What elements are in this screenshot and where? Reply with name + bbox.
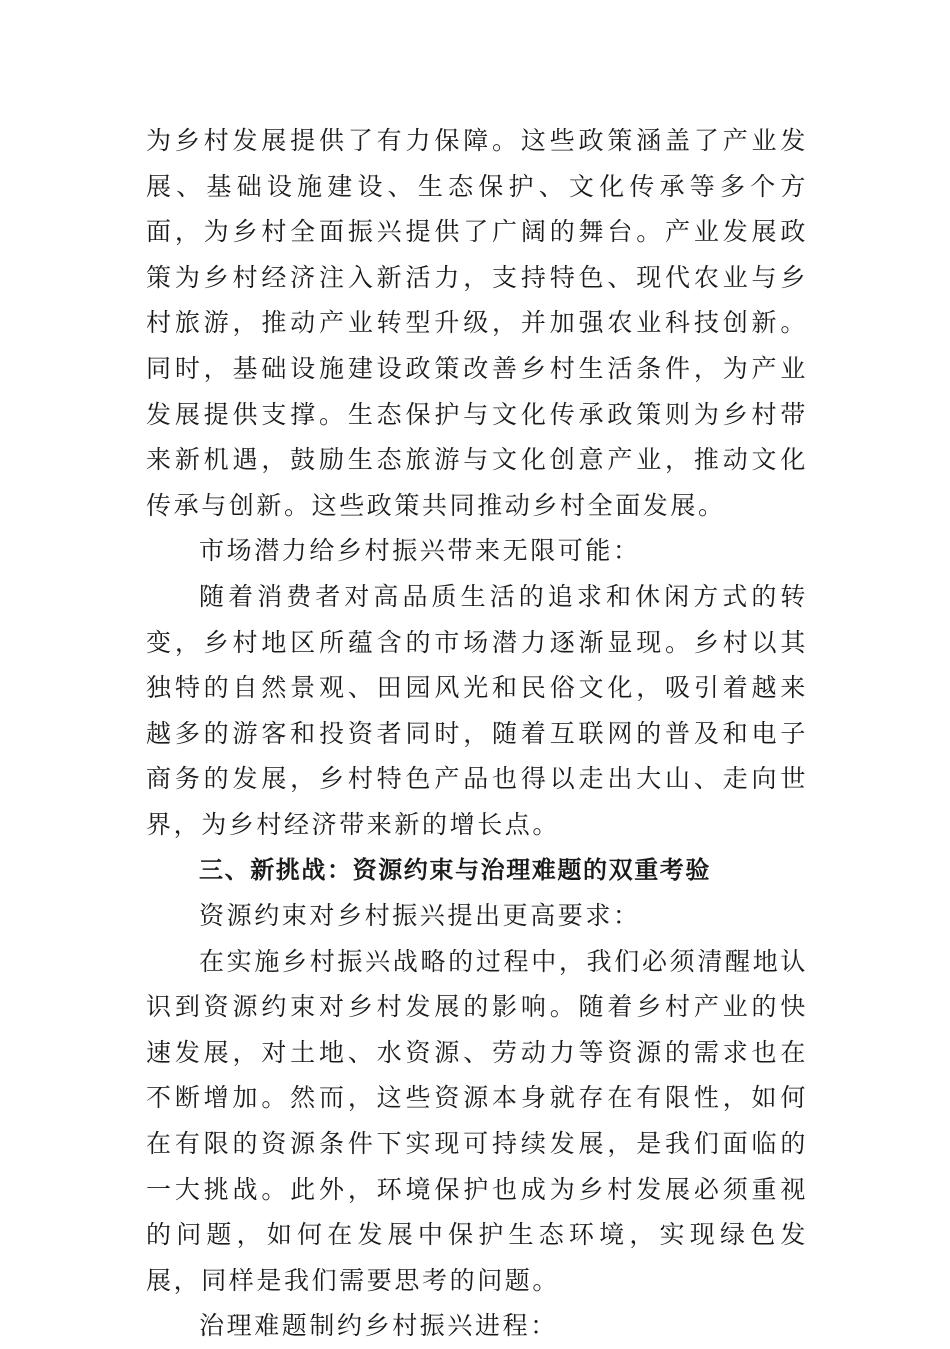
paragraph-market-potential: 随着消费者对高品质生活的追求和休闲方式的转变，乡村地区所蕴含的市场潜力逐渐显现。乡村以其独特的自然景观、田园风光和民俗文化，吸引着越来越多的游客和投资者同时，随着互联网的普及和电子商务的发展，乡村特色产品也得以走出大山、走向世界，为乡村经济带来新的增长点。	[146, 581, 808, 839]
document-page	[146, 118, 808, 1349]
paragraph-resource-constraints-lead: 资源约束对乡村振兴提出更高要求：	[199, 901, 641, 931]
paragraph-governance-lead: 治理难题制约乡村振兴进程：	[199, 1311, 558, 1341]
section-heading-new-challenges: 三、新挑战：资源约束与治理难题的双重考验	[199, 855, 711, 884]
paragraph-market-potential-lead: 市场潜力给乡村振兴带来无限可能：	[199, 536, 641, 566]
paragraph-resource-constraints: 在实施乡村振兴战略的过程中，我们必须清醒地认识到资源约束对乡村发展的影响。随着乡村产业的快速发展，对土地、水资源、劳动力等资源的需求也在不断增加。然而，这些资源本身就存在有限性，如何在有限的资源条件下实现可持续发展，是我们面临的一大挑战。此外，环境保护也成为乡村发展必须重视的问题，如何在发展中保护生态环境，实现绿色发展，同样是我们需要思考的问题。	[146, 946, 808, 1295]
paragraph-policy-support: 为乡村发展提供了有力保障。这些政策涵盖了产业发展、基础设施建设、生态保护、文化传承等多个方面，为乡村全面振兴提供了广阔的舞台。产业发展政策为乡村经济注入新活力，支持特色、现代农业与乡村旅游，推动产业转型升级，并加强农业科技创新。同时，基础设施建设政策改善乡村生活条件，为产业发展提供支撑。生态保护与文化传承政策则为乡村带来新机遇，鼓励生态旅游与文化创意产业，推动文化传承与创新。这些政策共同推动乡村全面发展。	[146, 126, 808, 520]
